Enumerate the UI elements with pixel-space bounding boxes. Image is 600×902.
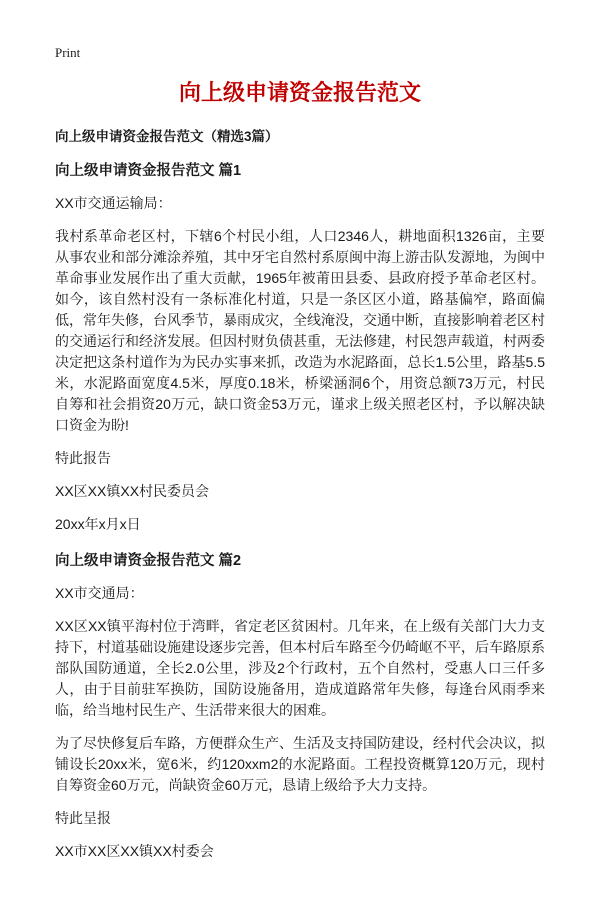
section-2-heading: 向上级申请资金报告范文 篇2: [55, 552, 242, 569]
section-1-date-line: 20xx年x月x日: [55, 515, 141, 532]
print-link[interactable]: Print: [55, 45, 81, 60]
section-2-body-paragraph-2: 为了尽快修复后车路，方便群众生产、生活及支持国防建设，经村代会决议，拟铺设长20xx米，宽6米，约120xxm2的水泥路面。工程投资概算120万元，现村自筹资金60万元，尚缺资金60万元，恳请上级给予大力支持。: [55, 734, 545, 793]
section-1-body-paragraph: 我村系革命老区村，下辖6个村民小组，人口2346人，耕地面积1326亩，主要从事农业和部分滩涂养殖，其中牙宅自然村系原闽中海上游击队发源地，为闽中革命事业发展作出了重大贡献，1965年被莆田县委、县政府授予革命老区村。如今，该自然村没有一条标准化村道，只是一条区区小道，路基偏窄，路面偏低，常年失修，台风季节，暴雨成灾，全线淹没，交通中断，直接影响着老区村的交通运行和经济发展。但因村财负债甚重，无法修建，村民怨声载道，村两委决定把这条村道作为为民办实事来抓，改造为水泥路面，总长1.5公里，路基5.5米，水泥路面宽度4.5米，厚度0.18米，桥梁涵洞6个，用资总额73万元，村民自筹和社会捐资20万元，缺口资金53万元，谨求上级关照老区村，予以解决缺口资金为盼!: [55, 227, 545, 433]
section-1-signature-line: XX区XX镇XX村民委员会: [55, 482, 210, 499]
section-1-salutation: XX市交通运输局：: [55, 194, 172, 211]
section-2-salutation: XX市交通局：: [55, 584, 144, 601]
section-1-closing-line: 特此报告: [55, 449, 111, 466]
page-title: 向上级申请资金报告范文: [178, 80, 421, 105]
section-2-body-paragraph-1: XX区XX镇平海村位于湾畔，省定老区贫困村。几年来，在上级有关部门大力支持下，村道基础设施建设逐步完善，但本村后车路至今仍崎岖不平，后车路原系部队国防通道，全长2.0公里，涉及2个行政村，五个自然村，受惠人口三仟多人，由于目前驻军换防，国防设施备用，造成道路常年失修，每逢台风雨季来临，给当地村民生产、生活带来很大的困难。: [55, 617, 545, 718]
section-2-closing-line: 特此呈报: [55, 809, 111, 826]
document-subtitle: 向上级申请资金报告范文（精选3篇）: [55, 128, 279, 144]
section-1-heading: 向上级申请资金报告范文 篇1: [55, 163, 242, 180]
section-2-signature-line: XX市XX区XX镇XX村委会: [55, 842, 214, 859]
